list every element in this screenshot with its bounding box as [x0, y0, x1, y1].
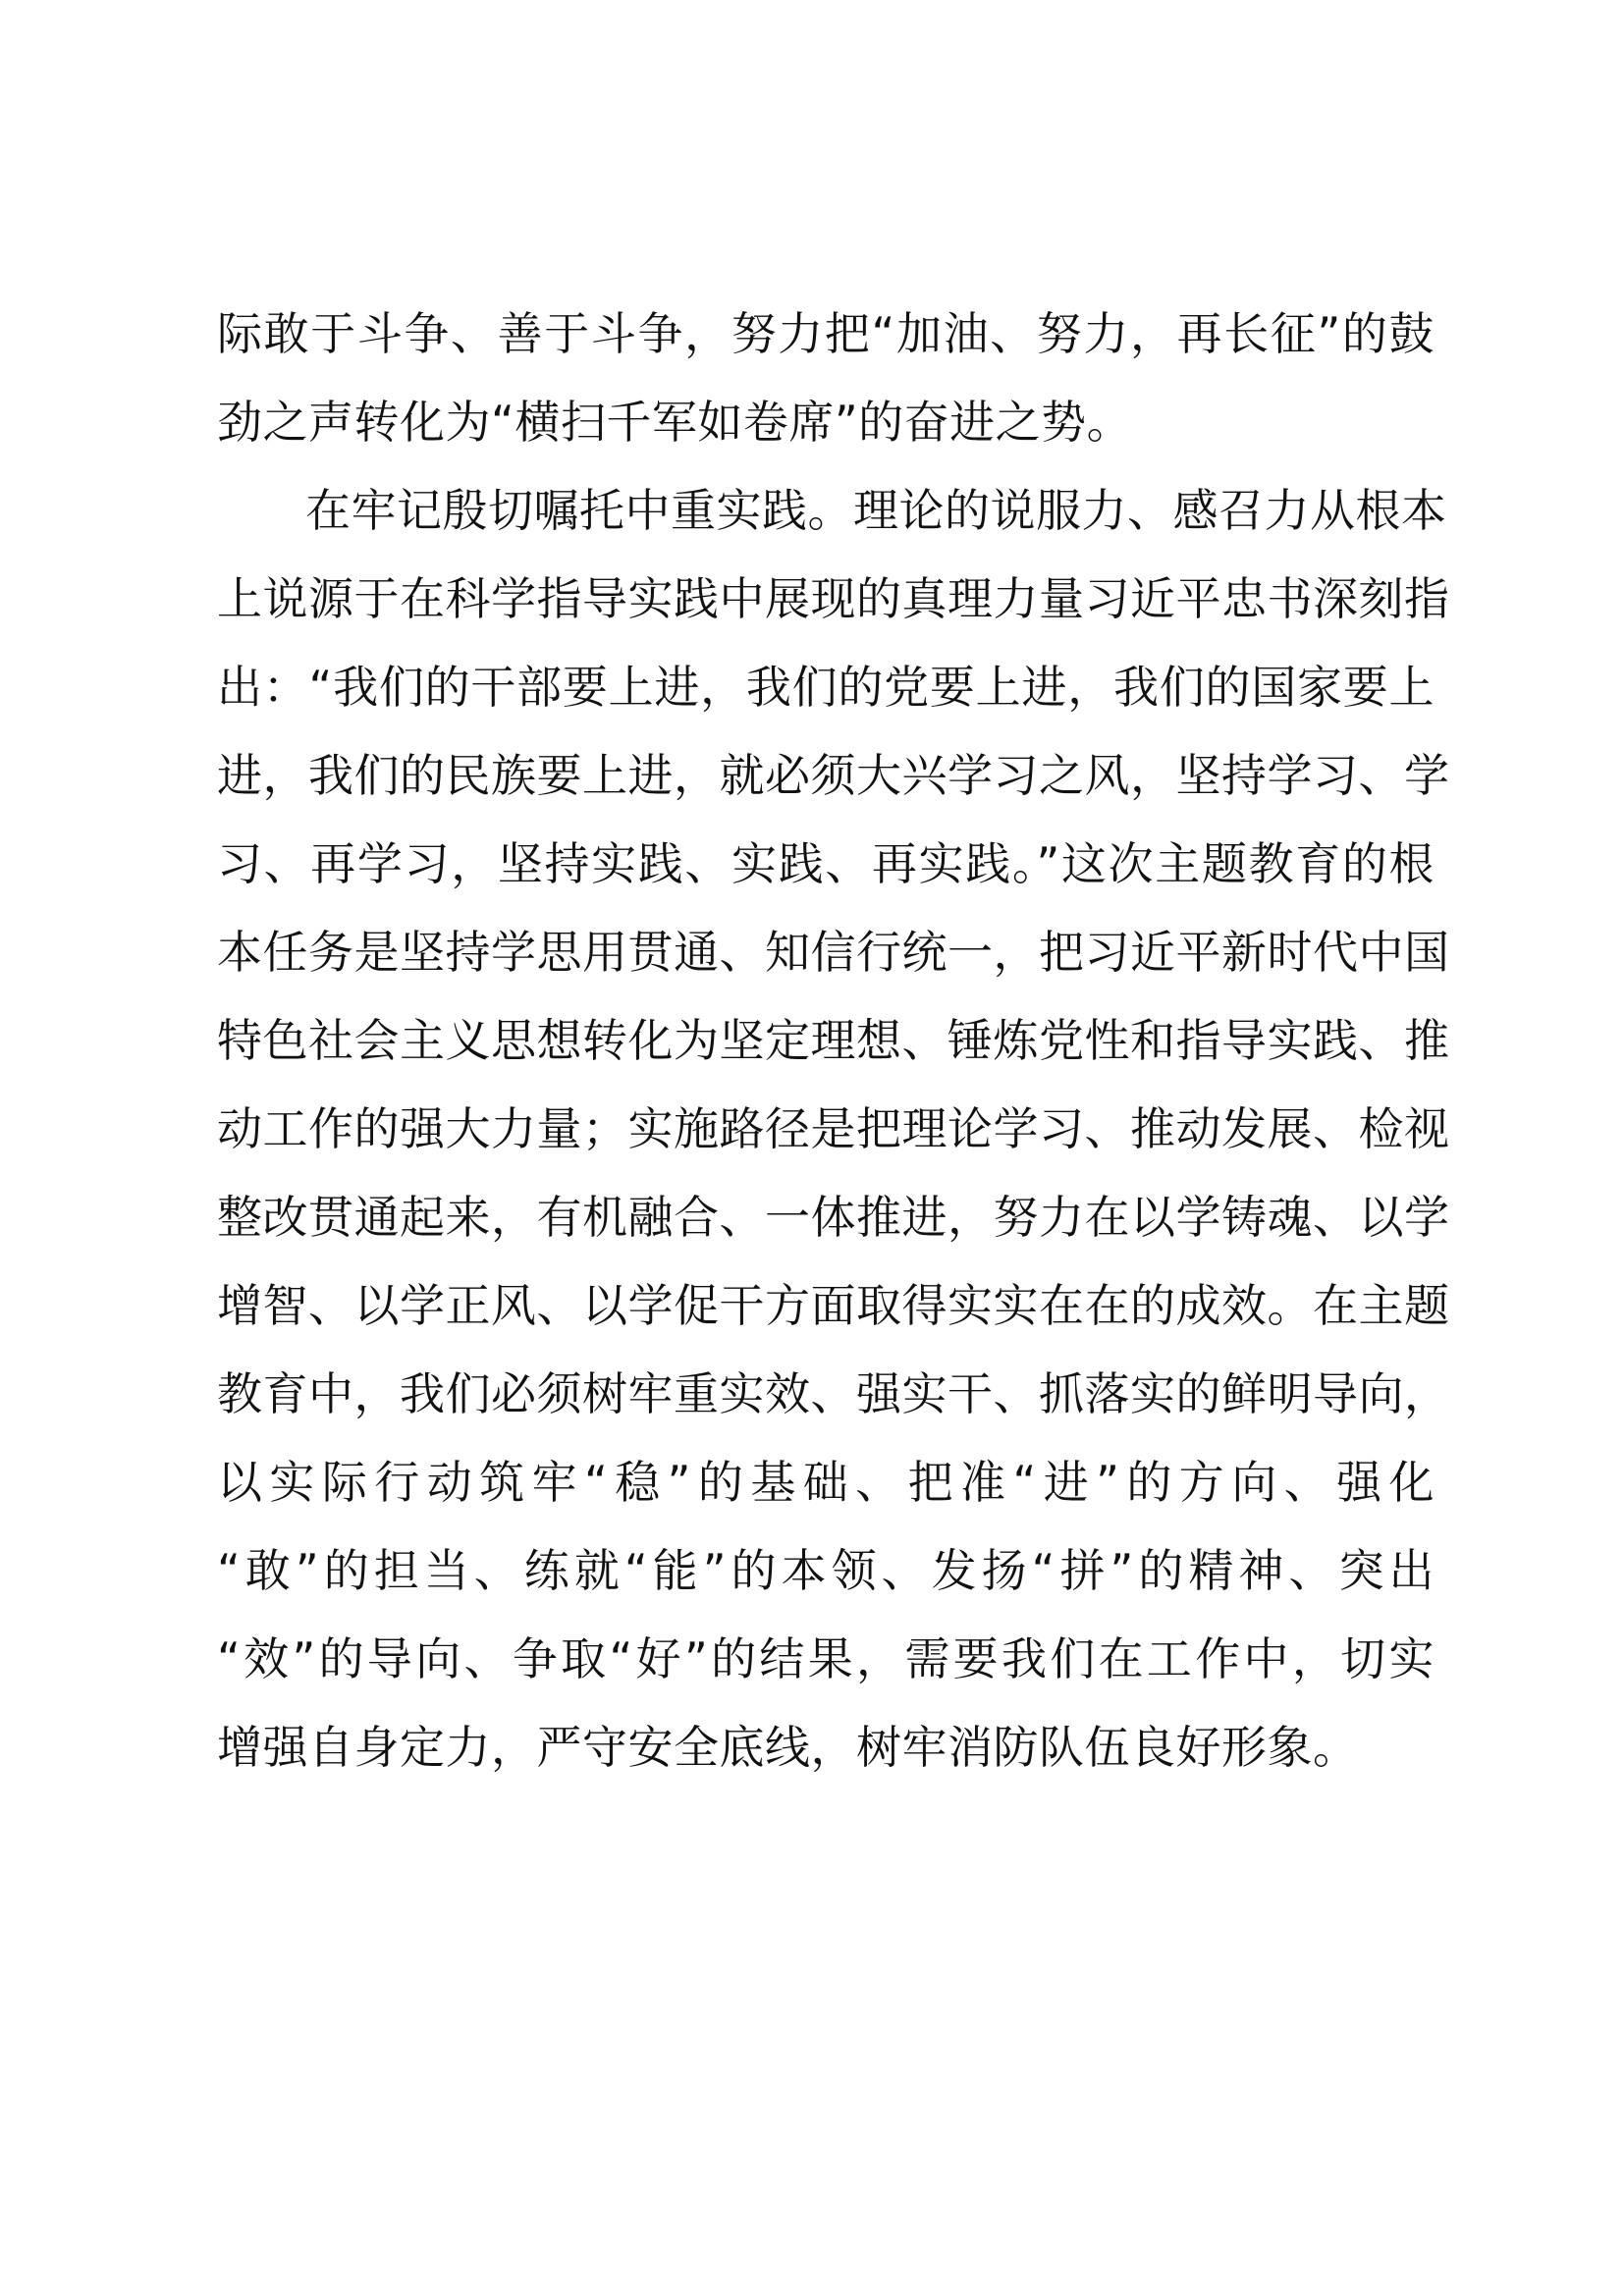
text-line: 整改贯通起来，有机融合、一体推进，努力在以学铸魂、以学 — [217, 1191, 1450, 1244]
text-line: 教育中，我们必须树牢重实效、强实干、抓落实的鲜明导向， — [217, 1367, 1450, 1420]
paragraph-first-line: 在牢记殷切嘱托中重实践。理论的说服力、感召力从根本 — [305, 484, 1447, 537]
text-line: 进，我们的民族要上进，就必须大兴学习之风，坚持学习、学 — [217, 749, 1450, 802]
text-line: 特色社会主义思想转化为坚定理想、锤炼党性和指导实践、推 — [217, 1014, 1450, 1067]
body-text — [217, 290, 1450, 1791]
text-line: 出：“我们的干部要上进，我们的党要上进，我们的国家要上 — [217, 661, 1435, 714]
text-line: 际敢于斗争、善于斗争，努力把“加油、努力，再长征”的鼓 — [217, 307, 1435, 360]
text-line: 劲之声转化为“横扫千军如卷席”的奋进之势。 — [217, 396, 1133, 449]
text-line: “敢”的担当、练就“能”的本领、发扬“拼”的精神、突出 — [217, 1544, 1435, 1597]
text-line: 动工作的强大力量；实施路径是把理论学习、推动发展、检视 — [217, 1102, 1450, 1155]
text-line: 本任务是坚持学思用贯通、知信行统一，把习近平新时代中国 — [217, 926, 1450, 979]
text-line: “效”的导向、争取“好”的结果，需要我们在工作中，切实 — [217, 1632, 1435, 1685]
text-line: 增强自身定力，严守安全底线，树牢消防队伍良好形象。 — [217, 1721, 1359, 1774]
text-line: 增智、以学正风、以学促干方面取得实实在在的成效。在主题 — [217, 1279, 1450, 1332]
text-line: 以实际行动筑牢“稳”的基础、把准“进”的方向、强化 — [217, 1456, 1435, 1509]
text-line: 上说源于在科学指导实践中展现的真理力量习近平忠书深刻指 — [217, 572, 1450, 625]
text-line: 习、再学习，坚持实践、实践、再实践。”这次主题教育的根 — [217, 837, 1435, 890]
